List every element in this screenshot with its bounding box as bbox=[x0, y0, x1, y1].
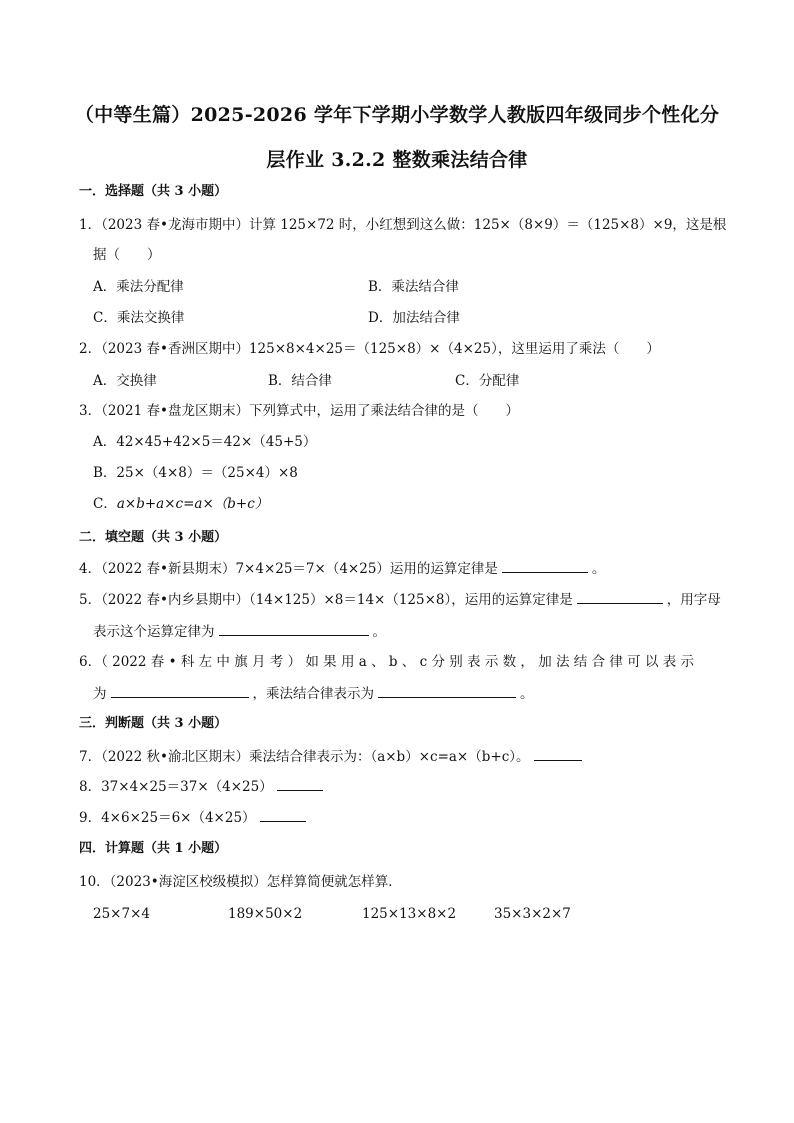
question-7 bbox=[79, 747, 586, 766]
question-4-end: 。 bbox=[591, 561, 606, 577]
question-1-option-b: B．乘法结合律 bbox=[368, 279, 459, 295]
answer-blank-8[interactable] bbox=[277, 777, 323, 791]
page-title-line2: 层作业 3.2.2 整数乘法结合律 bbox=[266, 149, 528, 171]
question-3-option-c-expr: a×b+a×c=a×（b+c） bbox=[116, 496, 269, 512]
question-1-line1: 1．（2023 春•龙海市期中）计算 125×72 时，小红想到这么做：125×（8×9）＝（125×8）×9，这是根 bbox=[79, 217, 727, 233]
answer-blank-9[interactable] bbox=[260, 808, 306, 822]
question-6-line2b: ，乘法结合律表示为 bbox=[252, 686, 374, 702]
question-3-option-c bbox=[93, 495, 268, 513]
question-1-line2: 据（ ） bbox=[93, 247, 161, 263]
question-4 bbox=[79, 559, 605, 578]
answer-blank-5b[interactable] bbox=[219, 622, 369, 636]
answer-blank-7[interactable] bbox=[534, 747, 582, 761]
question-7-text: 7．（2022 秋•渝北区期末）乘法结合律表示为：（a×b）×c=a×（b+c）。 bbox=[79, 749, 530, 765]
question-1-option-d: D．加法结合律 bbox=[368, 310, 460, 326]
page-title-line1: （中等生篇）2025-2026 学年下学期小学数学人教版四年级同步个性化分 bbox=[74, 104, 720, 126]
question-2-line1: 2．（2023 春•香洲区期中）125×8×4×25＝（125×8）×（4×25），这里运用了乘法（ ） bbox=[79, 341, 660, 357]
question-3-option-a: A．42×45+42×5＝42×（45+5） bbox=[93, 434, 317, 450]
question-3-option-c-prefix: C． bbox=[93, 496, 117, 512]
question-6-line2 bbox=[93, 684, 534, 703]
question-3-line1: 3．（2021 春•盘龙区期末）下列算式中，运用了乘法结合律的是（ ） bbox=[79, 403, 519, 419]
calc-expression-2: 189×50×2 bbox=[228, 906, 303, 922]
question-5-line2 bbox=[93, 622, 386, 641]
question-6-line1: 6．（ 2022 春 • 科 左 中 旗 月 考 ） 如 果 用 a 、 b 、 c 分 别 表 示 数 ， 加 法 结 合 律 可 以 表 示 bbox=[79, 654, 695, 670]
question-6-end: 。 bbox=[520, 686, 534, 702]
question-4-text: 4．（2022 春•新县期末）7×4×25＝7×（4×25）运用的运算定律是 bbox=[79, 561, 498, 577]
question-9 bbox=[79, 808, 310, 827]
question-9-text: 9．4×6×25＝6×（4×25） bbox=[79, 810, 256, 826]
question-5-text1: 5．（2022 春•内乡县期中）（14×125）×8＝14×（125×8），运用的运算定律是 bbox=[79, 592, 573, 608]
calc-expression-4: 35×3×2×7 bbox=[494, 906, 571, 922]
section-fill-blank: 二．填空题（共 3 小题） bbox=[79, 530, 228, 545]
section-judgement: 三．判断题（共 3 小题） bbox=[79, 716, 228, 731]
question-8 bbox=[79, 777, 327, 796]
calc-expression-1: 25×7×4 bbox=[93, 906, 150, 922]
answer-blank-6a[interactable] bbox=[111, 684, 249, 698]
answer-blank-6b[interactable] bbox=[378, 684, 516, 698]
question-1-option-c: C．乘法交换律 bbox=[93, 310, 185, 326]
question-2-option-c: C．分配律 bbox=[455, 373, 520, 389]
answer-blank-4[interactable] bbox=[502, 559, 588, 573]
question-3-option-b: B．25×（4×8）＝（25×4）×8 bbox=[93, 465, 298, 481]
question-8-text: 8．37×4×25＝37×（4×25） bbox=[79, 779, 273, 795]
question-6-line2a: 为 bbox=[93, 686, 107, 702]
question-5-end: 。 bbox=[372, 624, 386, 640]
question-5-line2-text: 表示这个运算定律为 bbox=[93, 624, 215, 640]
question-5-line1 bbox=[79, 590, 721, 609]
question-10: 10．（2023•海淀区校级模拟）怎样算简便就怎样算． bbox=[79, 874, 402, 890]
answer-blank-5a[interactable] bbox=[577, 590, 663, 604]
question-2-option-a: A．交换律 bbox=[93, 373, 157, 389]
section-choice: 一．选择题（共 3 小题） bbox=[79, 184, 228, 199]
section-calculation: 四．计算题（共 1 小题） bbox=[79, 841, 228, 856]
question-5-text2: ，用字母 bbox=[666, 592, 721, 608]
calc-expression-3: 125×13×8×2 bbox=[362, 906, 457, 922]
question-1-option-a: A．乘法分配律 bbox=[93, 279, 184, 295]
question-2-option-b: B．结合律 bbox=[268, 373, 332, 389]
